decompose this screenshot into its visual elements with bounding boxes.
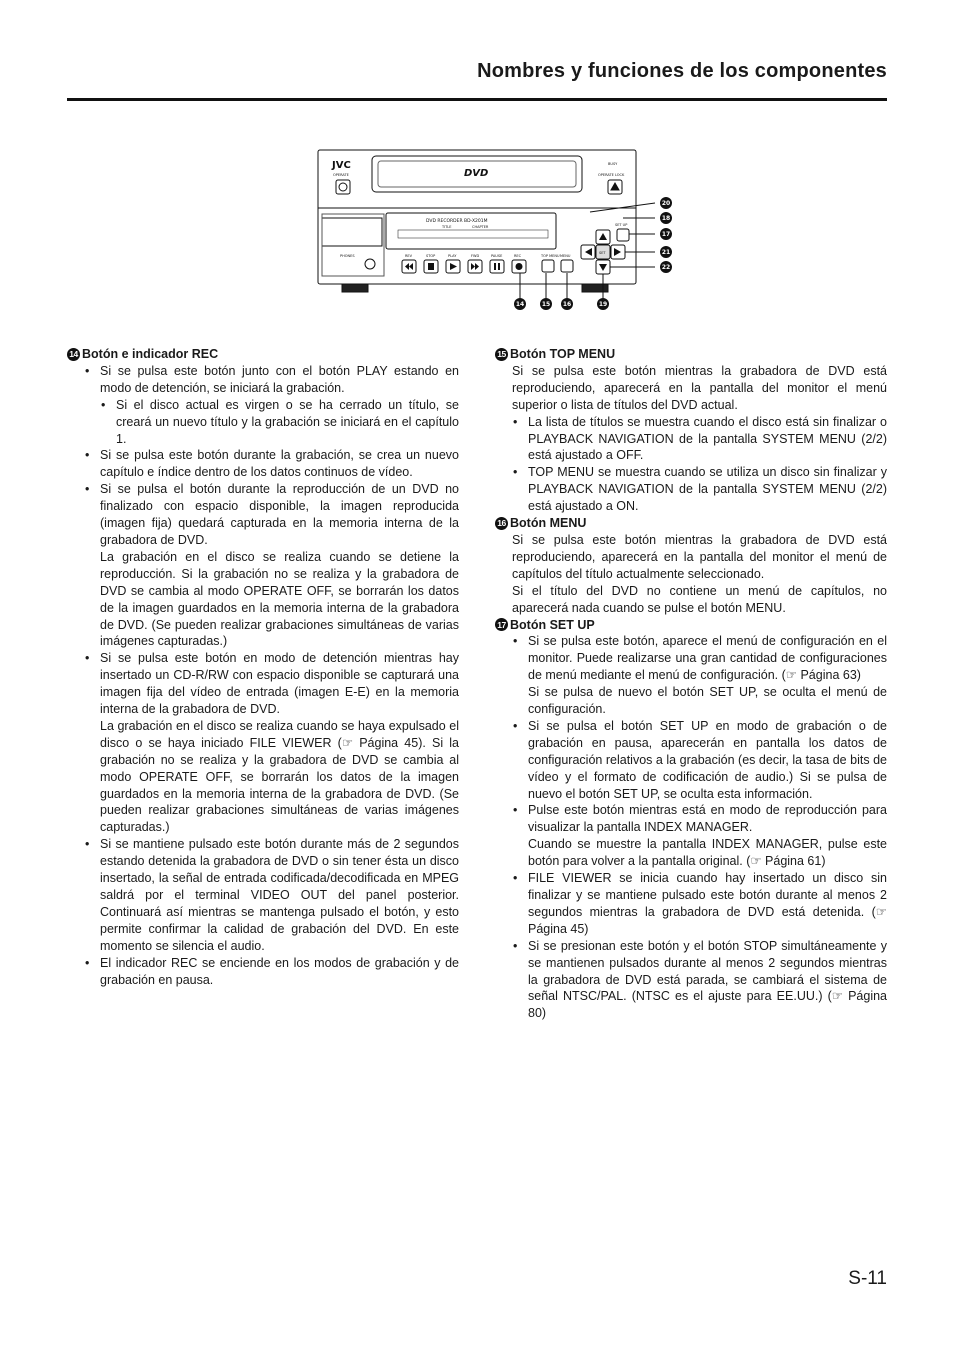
callout-number: 15 [495, 348, 508, 361]
menu-button-shape [561, 260, 573, 272]
svg-text:TOP MENU: TOP MENU [541, 254, 560, 258]
title-rule [67, 98, 887, 101]
bullet: • Si se pulsa el botón durante la reproducción de un DVD no finalizado con espacio disponible, la imagen reproducida (imagen fija) quedará capturada en la memoria interna de la grabadora de DVD. [100, 481, 459, 549]
paragraph: Si el título del DVD no contiene un menú de capítulos, no aparecerá nada cuando se pulse el botón MENU. [512, 583, 887, 615]
svg-text:REC: REC [514, 254, 522, 258]
svg-text:OPERATE LOCK: OPERATE LOCK [598, 173, 625, 177]
bullet: • Si se pulsa este botón junto con el botón PLAY estando en modo de detención, se iniciará la grabación. [100, 363, 459, 397]
bullet: • TOP MENU se muestra cuando se utiliza un disco sin finalizar y PLAYBACK NAVIGATION de la pantalla SYSTEM MENU (2/2) está ajustado a ON. [528, 464, 887, 515]
callout-number: 16 [495, 517, 508, 530]
svg-text:17: 17 [661, 231, 671, 239]
svg-text:FWD: FWD [471, 254, 480, 258]
bullet: • Si se pulsa este botón en modo de detención mientras hay insertado un CD-R/RW con espacio disponible se capturará una imagen fija del vídeo de entrada (imagen E-E) en la memoria interna de la grabadora de DVD. [100, 650, 459, 718]
callout-number: 14 [67, 348, 80, 361]
section-17-heading [495, 617, 887, 634]
bullet: • FILE VIEWER se inicia cuando hay insertado un disco sin finalizar y se mantiene pulsado este botón durante al menos 2 segundos mientras la grabadora de DVD está detenida. (☞ Página 45) [528, 870, 887, 938]
svg-text:PLAY: PLAY [448, 254, 457, 258]
dvd-logo: DVD [464, 168, 489, 179]
svg-text:PHONES: PHONES [340, 254, 355, 258]
svg-text:21: 21 [661, 249, 671, 257]
setup-button-shape [617, 229, 629, 241]
svg-text:14: 14 [515, 301, 525, 309]
section-16-heading [495, 515, 887, 532]
section-title: Botón e indicador REC [82, 347, 219, 361]
callout-number: 17 [495, 618, 508, 631]
svg-text:SET: SET [599, 251, 606, 255]
left-column [67, 346, 459, 988]
level-meter [322, 218, 382, 246]
bullet: • Si se pulsa este botón, aparece el menú de configuración en el monitor. Puede realizarse una gran cantidad de configuraciones de menú mediante el menú de configuración. (☞ Página 63) [528, 633, 887, 684]
svg-text:STOP: STOP [426, 254, 436, 258]
bullet-continuation: Cuando se muestre la pantalla INDEX MANAGER, pulse este botón para volver a la pantalla original. (☞ Página 61) [528, 837, 887, 869]
svg-text:22: 22 [661, 264, 671, 272]
section-15-heading [495, 346, 887, 363]
right-column [495, 346, 887, 1022]
svg-text:SET UP: SET UP [615, 223, 628, 227]
svg-text:BUSY: BUSY [608, 162, 618, 166]
section-title: Botón MENU [510, 516, 587, 531]
model-label: DVD RECORDER BD-X201M [426, 219, 488, 224]
foot-left [342, 284, 368, 292]
bullet: • Pulse este botón mientras está en modo de reproducción para visualizar la pantalla INDEX MANAGER. [528, 802, 887, 836]
top-menu-button-shape [542, 260, 554, 272]
bullet: • La lista de títulos se muestra cuando el disco está sin finalizar o PLAYBACK NAVIGATION de la pantalla SYSTEM MENU (2/2) está ajustado a OFF. [528, 414, 887, 465]
bullet-continuation: La grabación en el disco se realiza cuando se haya expulsado el disco o se haya iniciado FILE VIEWER (☞ Página 45). Si la grabación no se realiza y la grabadora de DVD se cambia al modo OPERATE OFF, se borrarán los datos de la imagen guardados en la memoria interna de la grabadora de DVD. (Se pueden realizar grabaciones simultáneas de varias imágenes capturadas.) [100, 718, 459, 835]
svg-text:MENU: MENU [560, 254, 571, 258]
section-title: Botón SET UP [510, 617, 595, 632]
svg-text:19: 19 [598, 301, 608, 309]
paragraph: Si se pulsa este botón mientras la grabadora de DVD está reproduciendo, aparecerá en la pantalla del monitor el menú superior o lista de títulos del DVD actual. [512, 363, 887, 412]
svg-text:TITLE: TITLE [442, 225, 452, 229]
foot-right [582, 284, 608, 292]
svg-text:18: 18 [661, 215, 671, 223]
bullet: • Si se mantiene pulsado este botón durante más de 2 segundos estando detenida la grabadora de DVD o sin tener ésta un disco insertado, la señal de entrada codificada/decodificada en MPEG saldrá por el terminal VIDEO OUT del panel posterior. Continuará así mientras se mantenga pulsado el botón, y esto permite confirmar la calidad de grabación del DVD. En este momento se silencia el audio. [100, 836, 459, 954]
svg-text:15: 15 [541, 301, 551, 309]
svg-text:20: 20 [661, 200, 671, 208]
front-panel-figure [300, 142, 680, 317]
page-title: Nombres y funciones de los componentes [477, 60, 887, 82]
brand-logo: JVC [332, 160, 351, 171]
svg-text:CHAPTER: CHAPTER [472, 225, 489, 229]
section-14-heading [67, 346, 459, 363]
phones-knob [365, 259, 375, 269]
operate-button-shape [336, 180, 350, 194]
bullet: • Si se presionan este botón y el botón STOP simultáneamente y se mantienen pulsados durante al menos 2 segundos mientras la grabadora de DVD está parada, se cambiará el sistema de señal NTSC/PAL. (NTSC es el ajuste para EE.UU.) (☞ Página 80) [528, 938, 887, 1023]
bullet: • El indicador REC se enciende en los modos de grabación y de grabación en pausa. [100, 955, 459, 989]
svg-text:OPERATE: OPERATE [333, 173, 349, 177]
svg-text:16: 16 [562, 301, 572, 309]
svg-text:REV: REV [405, 254, 413, 258]
bullet-continuation: Si se pulsa de nuevo el botón SET UP, se oculta el menú de configuración. [528, 685, 887, 717]
section-title: Botón TOP MENU [510, 347, 616, 361]
bullet: • Si se pulsa este botón durante la grabación, se crea un nuevo capítulo e índice dentro de los datos continuos de vídeo. [100, 447, 459, 481]
bullet: • Si se pulsa el botón SET UP en modo de grabación o de grabación en pausa, aparecerán en pantalla los datos de configuración relativos a la grabación (es decir, la tasa de bits de vídeo y el formato de codificación de audio.) Si se pulsa de nuevo el botón SET UP, se oculta esta información. [528, 718, 887, 803]
sub-bullet: • Si el disco actual es virgen o se ha cerrado un título, se creará un nuevo título y la grabación se iniciará en el capítulo 1. [116, 397, 459, 448]
page-number: S-11 [848, 1268, 887, 1289]
paragraph: Si se pulsa este botón mientras la grabadora de DVD está reproduciendo, aparecerá en la pantalla del monitor el menú de capítulos del título actualmente seleccionado. [512, 532, 887, 581]
svg-text:PAUSE: PAUSE [491, 254, 503, 258]
bullet-continuation: La grabación en el disco se realiza cuando se detiene la reproducción. Si la grabación no se realiza y la grabadora de DVD se cambia al modo OPERATE OFF, se borrarán los datos de la imagen guardados en la memoria interna de la grabadora de DVD. (Se pueden realizar grabaciones simultáneas de varias imágenes capturadas.) [100, 549, 459, 649]
